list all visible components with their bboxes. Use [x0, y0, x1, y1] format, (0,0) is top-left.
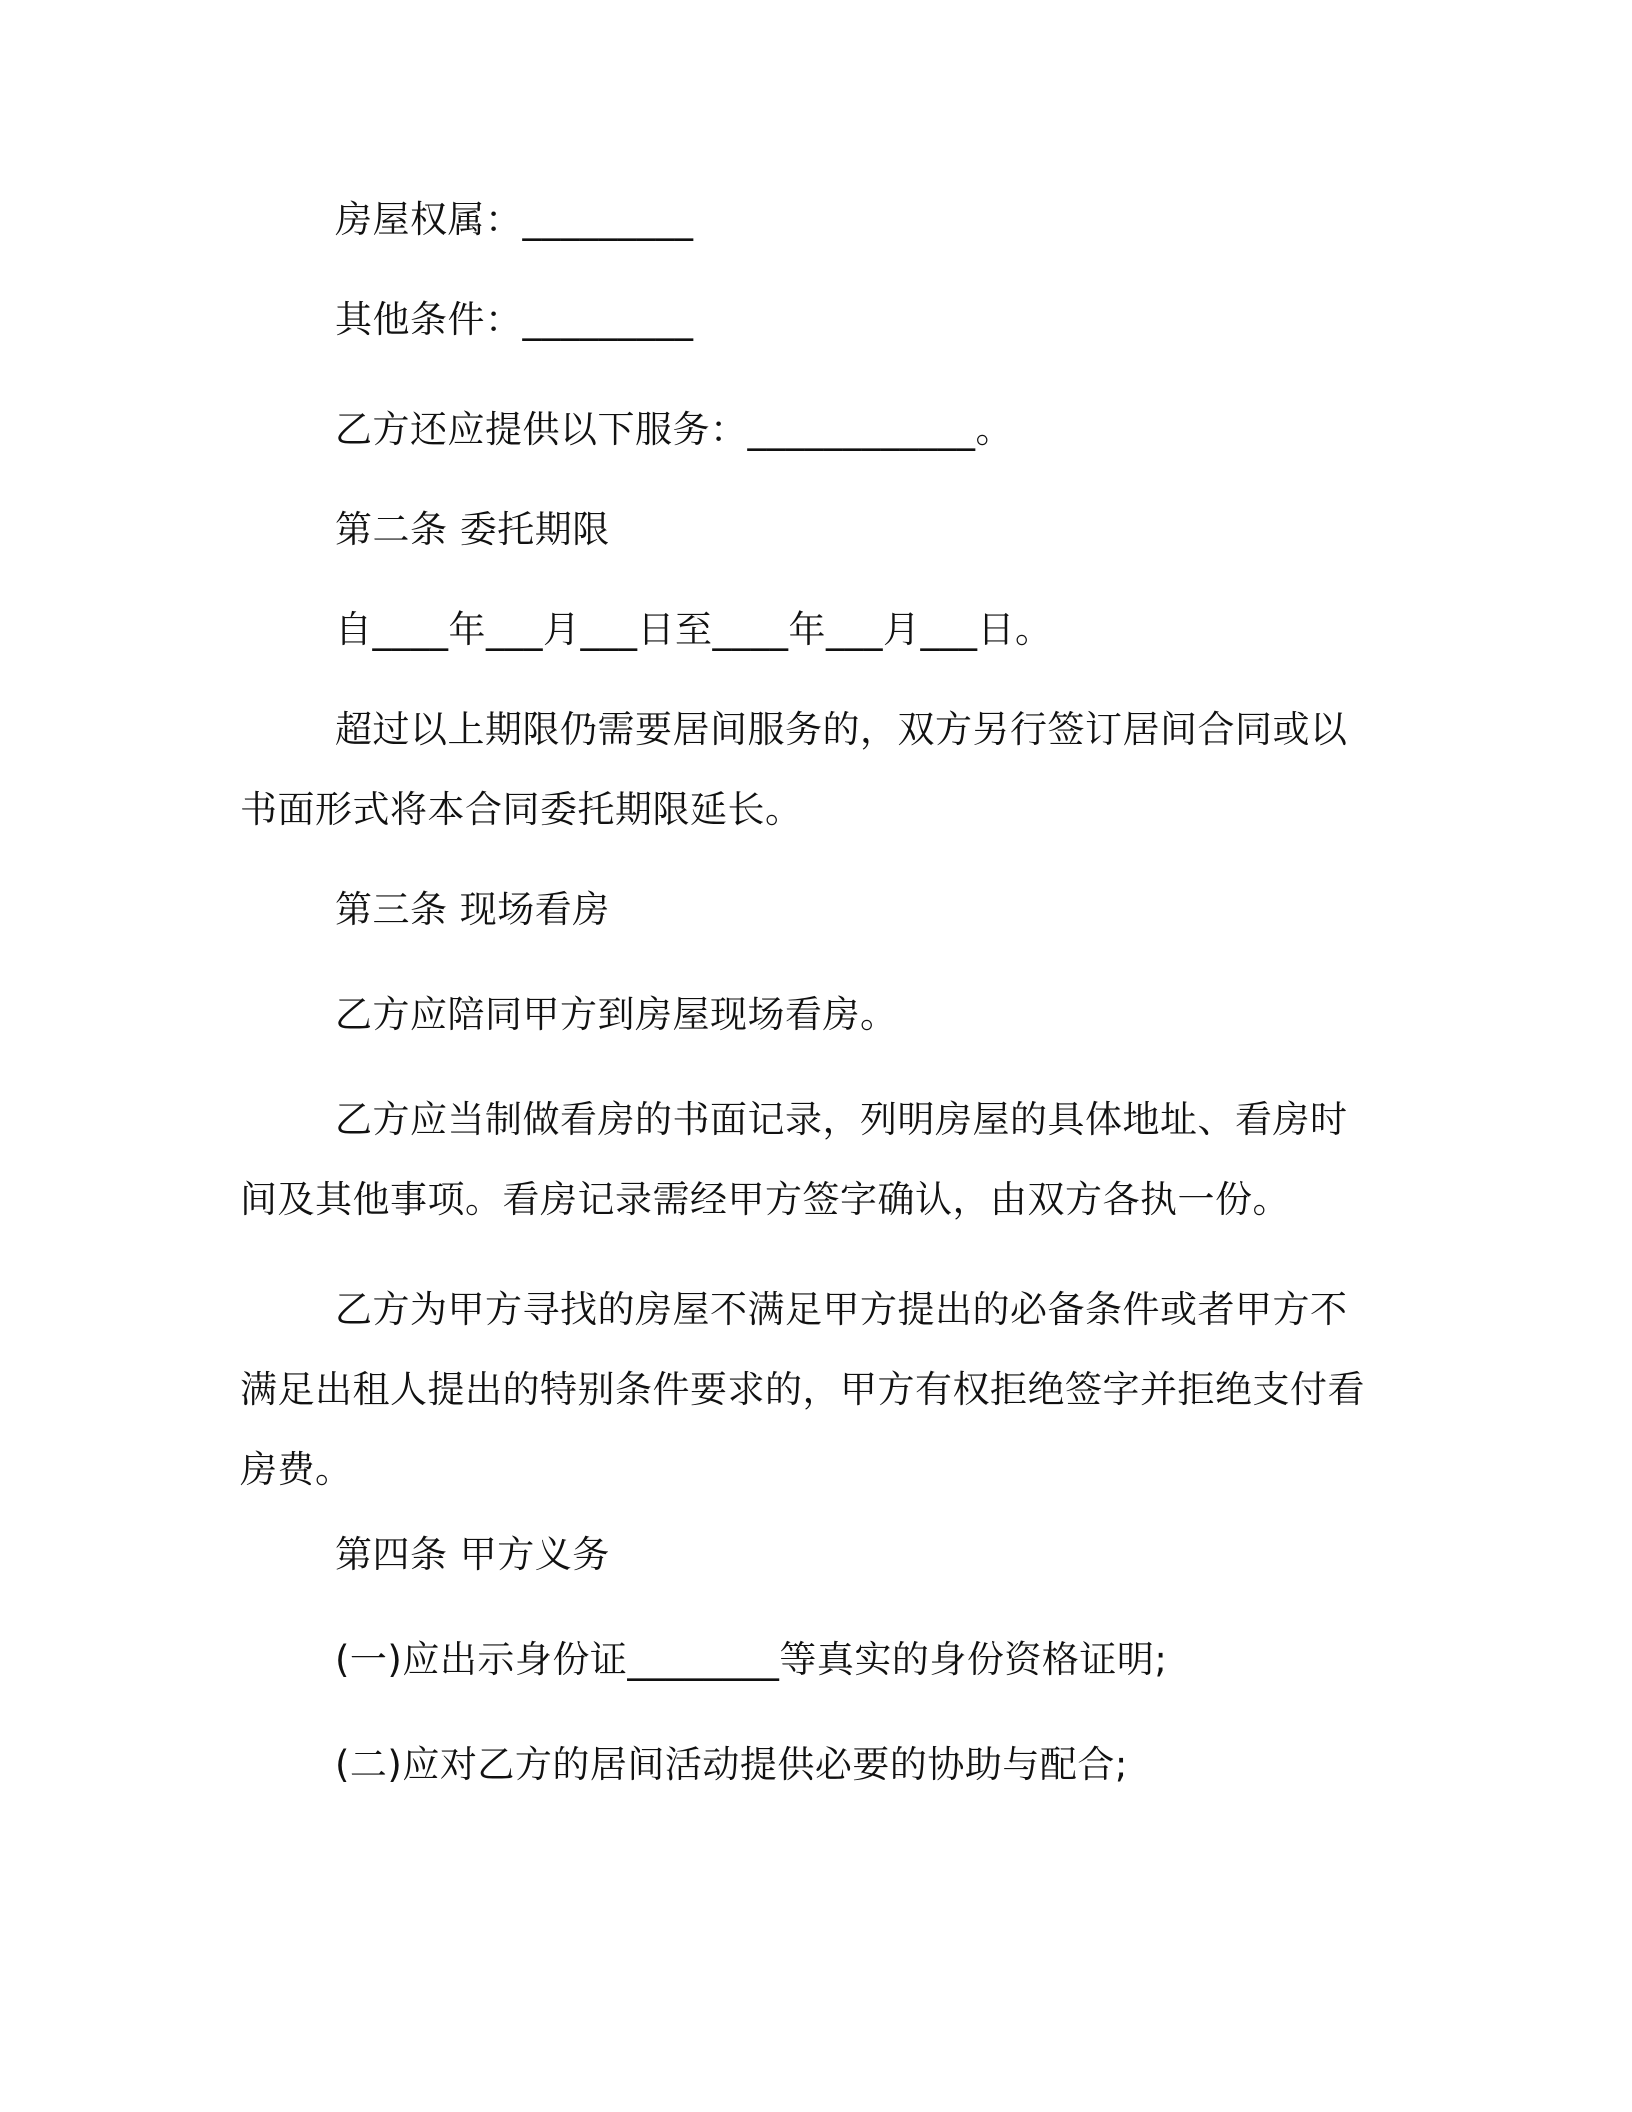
additional-services-line: 乙方还应提供以下服务：____________。 — [335, 408, 1013, 451]
obligation-two-line: (二)应对乙方的居间活动提供必要的协助与配合; — [335, 1743, 1128, 1786]
viewing-record-paragraph: 乙方应当制做看房的书面记录，列明房屋的具体地址、看房时间及其他事项。看房记录需经甲方签字确认，由双方各执一份。 — [240, 1098, 1348, 1221]
property-ownership-line: 房屋权属：_________ — [335, 198, 694, 241]
viewing-accompany-line: 乙方应陪同甲方到房屋现场看房。 — [335, 993, 898, 1036]
term-dates-line: 自____年___月___日至____年___月___日。 — [335, 608, 1053, 651]
article-two-heading: 第二条 委托期限 — [335, 508, 610, 551]
article-four-heading: 第四条 甲方义务 — [335, 1533, 610, 1576]
refusal-rights-paragraph: 乙方为甲方寻找的房屋不满足甲方提出的必备条件或者甲方不满足出租人提出的特别条件要求的，甲方有权拒绝签字并拒绝支付看房费。 — [240, 1288, 1365, 1491]
other-conditions-line: 其他条件：_________ — [335, 298, 694, 341]
term-extension-paragraph: 超过以上期限仍需要居间服务的，双方另行签订居间合同或以书面形式将本合同委托期限延长。 — [240, 708, 1348, 831]
obligation-one-line: (一)应出示身份证________等真实的身份资格证明; — [335, 1638, 1168, 1681]
article-three-heading: 第三条 现场看房 — [335, 888, 610, 931]
